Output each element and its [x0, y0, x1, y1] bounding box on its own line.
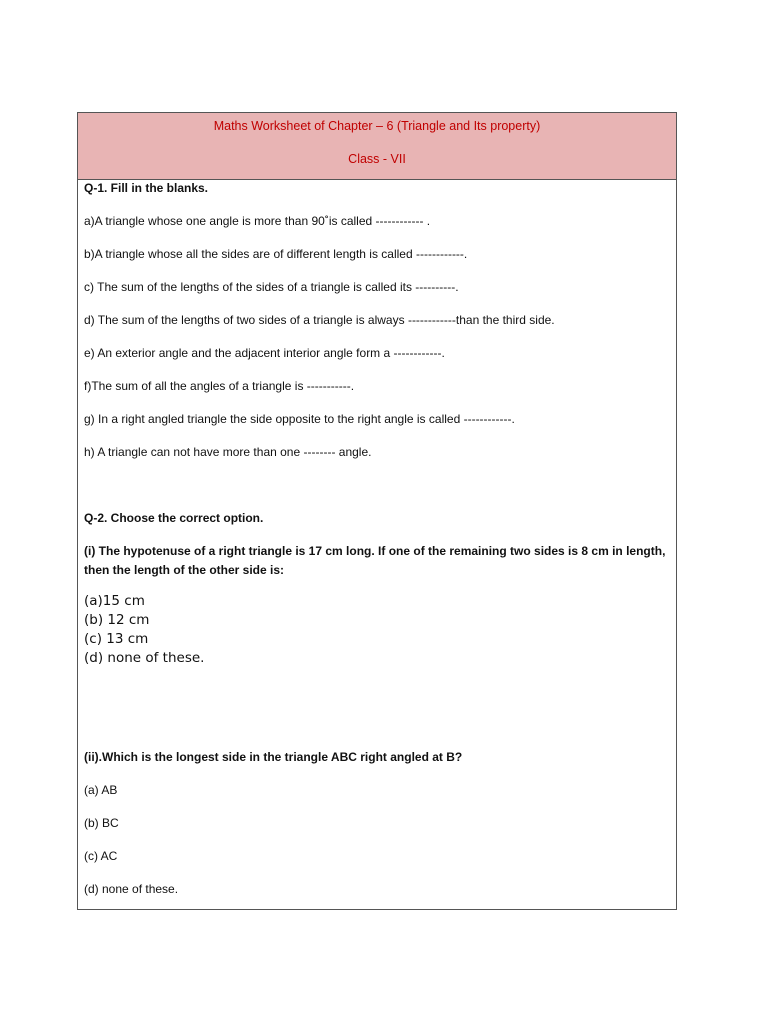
q2-part1-options: [84, 592, 204, 668]
q1-item-e: e) An exterior angle and the adjacent interior angle form a ------------.: [84, 346, 445, 360]
q2-part1-option-a: (a)15 cm: [84, 593, 145, 609]
q1-item-g: g) In a right angled triangle the side opposite to the right angle is called ------------.: [84, 412, 515, 426]
q1-item-d: d) The sum of the lengths of two sides of a triangle is always ------------than the third side.: [84, 313, 555, 327]
q2-part2-option-b: (b) BC: [84, 816, 119, 830]
q2-part1-question-line1: (i) The hypotenuse of a right triangle is 17 cm long. If one of the remaining two sides is 8 cm in length,: [84, 544, 666, 558]
q2-part2-option-d: (d) none of these.: [84, 882, 179, 896]
q1-item-b: b)A triangle whose all the sides are of different length is called ------------.: [84, 247, 468, 261]
q2-part1-option-c: (c) 13 cm: [84, 631, 149, 647]
class-label: Class - VII: [348, 152, 406, 166]
worksheet-header: [78, 113, 676, 180]
q2-part1-option-d: (d) none of these.: [84, 650, 205, 666]
q1-item-c: c) The sum of the lengths of the sides of a triangle is called its ----------.: [84, 280, 459, 294]
q2-part2-option-c: (c) AC: [84, 849, 118, 863]
q2-part1-option-b: (b) 12 cm: [84, 612, 150, 628]
q2-heading: Q-2. Choose the correct option.: [84, 511, 264, 525]
q1-item-a: a)A triangle whose one angle is more than 90˚is called ------------ .: [84, 214, 431, 228]
q1-heading: Q-1. Fill in the blanks.: [84, 181, 209, 195]
q2-part2-question: (ii).Which is the longest side in the triangle ABC right angled at B?: [84, 750, 463, 764]
worksheet-title: Maths Worksheet of Chapter – 6 (Triangle and Its property): [213, 119, 541, 133]
q1-item-f: f)The sum of all the angles of a triangle is -----------.: [84, 379, 355, 393]
q1-item-h: h) A triangle can not have more than one -------- angle.: [84, 445, 372, 459]
worksheet-table: [77, 112, 677, 910]
q2-part1-question-line2: then the length of the other side is:: [84, 563, 285, 577]
q2-part2-option-a: (a) AB: [84, 783, 118, 797]
